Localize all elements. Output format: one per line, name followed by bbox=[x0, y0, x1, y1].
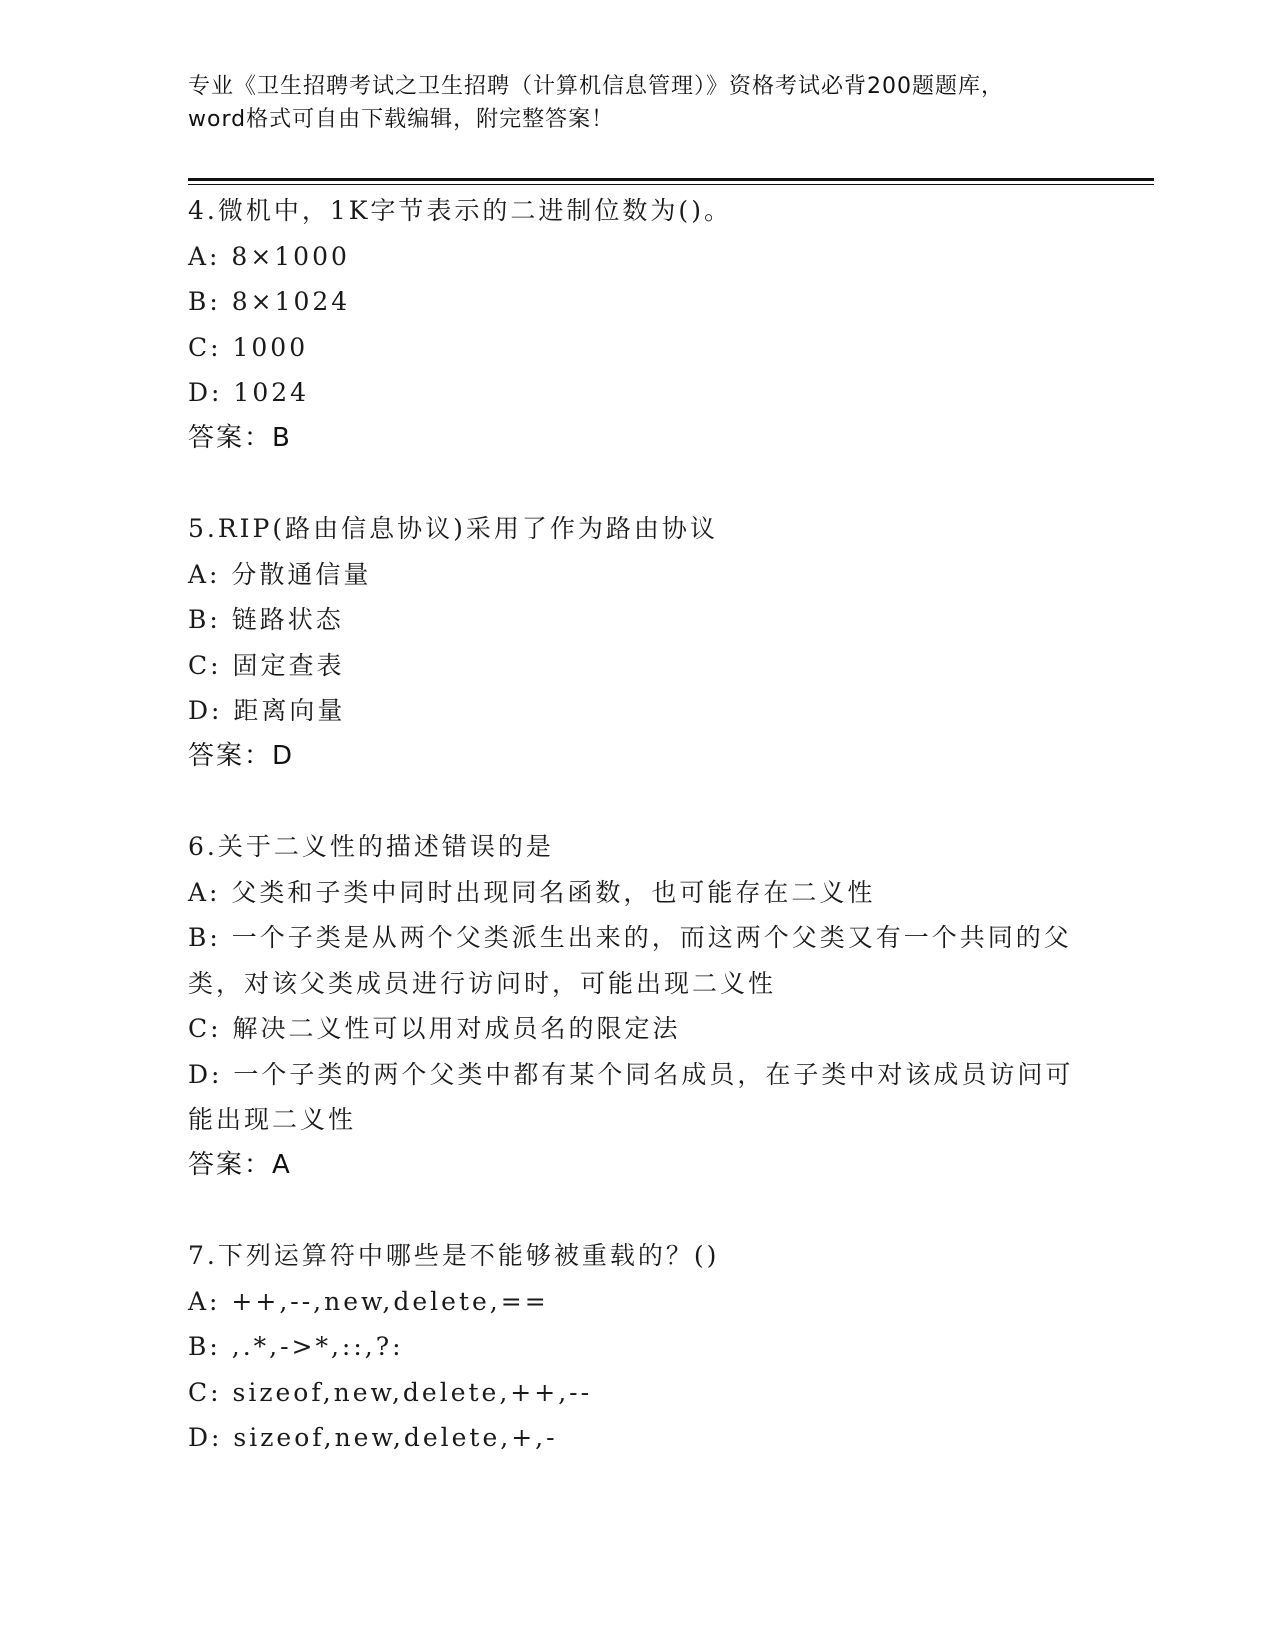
question-text: 6.关于二义性的描述错误的是 bbox=[188, 832, 554, 861]
option-c: C: sizeof,new,delete,++,-- bbox=[188, 1377, 593, 1407]
spacer bbox=[188, 1188, 1088, 1233]
option-d: D: 1024 bbox=[188, 378, 310, 407]
option-c: C: 固定查表 bbox=[188, 650, 345, 680]
option-b: B: ,.*,->*,::,?: bbox=[188, 1332, 404, 1361]
option-b: B: 8×1024 bbox=[188, 287, 351, 316]
question-text: 7.下列运算符中哪些是不能够被重载的？() bbox=[188, 1241, 720, 1270]
question-block-6 bbox=[188, 824, 1088, 1188]
question-block-5 bbox=[188, 506, 1088, 779]
question-block-4 bbox=[188, 188, 1088, 461]
option-d: D: 距离向量 bbox=[188, 696, 346, 725]
spacer bbox=[188, 461, 1088, 506]
answer-text: 答案：A bbox=[188, 1149, 292, 1180]
header-title-line-1: 专业《卫生招聘考试之卫生招聘（计算机信息管理）》资格考试必背200题题库， bbox=[188, 74, 1004, 99]
answer-text: 答案：D bbox=[188, 740, 295, 771]
answer-text: 答案：B bbox=[188, 422, 292, 453]
option-a: A: 8×1000 bbox=[188, 241, 350, 271]
header-divider-thin bbox=[188, 184, 1154, 185]
question-list bbox=[188, 188, 1088, 1461]
question-text: 4.微机中，1K字节表示的二进制位数为()。 bbox=[188, 196, 732, 225]
question-block-7 bbox=[188, 1233, 1088, 1461]
option-a: A: 分散通信量 bbox=[188, 559, 372, 589]
header-title-line-2: word格式可自由下载编辑，附完整答案！ bbox=[188, 107, 615, 132]
option-b: B: 链路状态 bbox=[188, 605, 344, 634]
option-d: D: 一个子类的两个父类中都有某个同名成员，在子类中对该成员访问可能出现二义性 bbox=[188, 1059, 1074, 1134]
option-c: C: 1000 bbox=[188, 332, 309, 362]
option-d: D: sizeof,new,delete,+,- bbox=[188, 1423, 558, 1452]
option-b: B: 一个子类是从两个父类派生出来的，而这两个父类又有一个共同的父类，对该父类成员进行访问时，可能出现二义性 bbox=[188, 923, 1072, 998]
option-a: A: ++,--,new,delete,== bbox=[188, 1286, 549, 1316]
option-a: A: 父类和子类中同时出现同名函数，也可能存在二义性 bbox=[188, 877, 876, 907]
option-c: C: 解决二义性可以用对成员名的限定法 bbox=[188, 1014, 681, 1043]
document-header bbox=[188, 70, 1088, 136]
spacer bbox=[188, 779, 1088, 824]
question-text: 5.RIP(路由信息协议)采用了作为路由协议 bbox=[188, 514, 718, 543]
header-divider-thick bbox=[188, 178, 1154, 181]
